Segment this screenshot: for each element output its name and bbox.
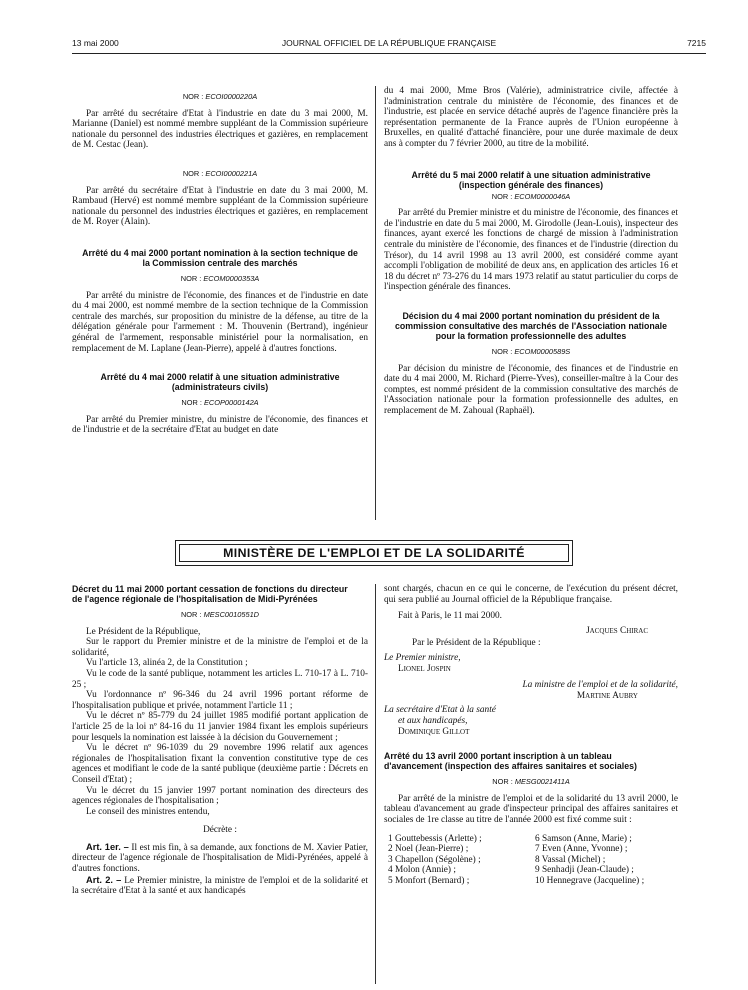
arrete-paragraph: Par arrêté du Premier ministre et du ministre de l'économie, des finances et de l'industrie en date du 5 mai 2000, M. Girodolle (Jean-Louis), inspecteur des finances, ayant exercé les fonctions de chargé de mission à l'administration centrale du ministère de l'économie, des finances et de l'industrie (direction du Trésor), du 14 avril 1998 au 13 avril 2000, est considéré comme ayant accompli l'obligation de mobilité de deux ans, en application des articles 16 et 18 du décret nº 73-276 du 14 mars 1973 relatif au statut particulier du corps de l'inspection générale des finances. — [384, 208, 678, 293]
nor-reference: NOR : MESG0021411A — [492, 777, 570, 787]
list-column — [531, 834, 678, 887]
ministry-banner — [175, 540, 573, 566]
arrete-paragraph: du 4 mai 2000, Mme Bros (Valérie), administratrice civile, affectée à l'administration centrale du ministère de l'économie, des finances et de l'industrie, est placée en service détaché auprès de l'agence financière près la représentation permanente de la France auprès de l'Union européenne à Bruxelles, en qualité d'attaché financière, pour une durée maximale de deux ans à compter du 7 février 2000, au titre de la mobilité. — [384, 86, 678, 149]
nor-reference: NOR : ECOM0000046A — [491, 191, 571, 201]
decret-title: Décret du 11 mai 2000 portant cessation de fonctions du directeur de l'agence régionale de l'hospitalisation de Midi-Pyrénées — [72, 584, 348, 604]
header-rule — [72, 53, 706, 54]
par-le-president: Par le Président de la République : — [412, 638, 541, 649]
decision-paragraph: Par décision du ministre de l'économie, des finances et de l'industrie en date du 4 mai 2000, M. Richard (Pierre-Yves), conseiller-maître à la Cour des comptes, est nommé président de la commission consultative des marchés de l'Association nationale pour la formation professionnelle des adultes, en remplacement de M. Zahoual (Raphaël). — [384, 363, 678, 416]
bottom-right-column — [384, 584, 678, 886]
decret-line: Le Président de la République, — [86, 626, 201, 637]
arrete-title: Arrêté du 5 mai 2000 relatif à une situation administrative (inspection générale des finances) — [411, 169, 651, 190]
nor-reference: NOR : MESC0010551D — [180, 610, 260, 619]
decret-line: Vu l'article 13, alinéa 2, de la Constitution ; — [86, 658, 248, 669]
ministre-name: Martine Aubry — [576, 690, 638, 701]
arrete-title: Arrêté du 4 mai 2000 relatif à une situation administrative (administrateurs civils) — [100, 372, 340, 393]
bottom-left-column — [72, 584, 368, 897]
column-divider — [375, 584, 376, 984]
article-1 — [72, 842, 368, 875]
decret-closing: sont chargés, chacun en ce qui le concerne, de l'exécution du présent décret, qui sera publié au Journal officiel de la République française. — [384, 584, 678, 605]
article-label: Art. 1er. – — [86, 841, 129, 852]
list-item: 1 Gouttebessis (Arlette) ; — [388, 833, 482, 844]
list-column — [384, 834, 531, 887]
nor-reference: NOR : ECOI0000220A — [182, 92, 258, 101]
decret-line: Vu le décret nº 85-779 du 24 juillet 1985 modifié portant application de l'article 25 de la loi nº 84-16 du 11 janvier 1984 fixant les emplois supérieurs pour lesquels la nomination est laissée à la décision du Gouvernement ; — [72, 711, 368, 743]
ministry-title: MINISTÈRE DE L'EMPLOI ET DE LA SOLIDARITÉ — [179, 544, 569, 562]
arrete-paragraph: Par arrêté du ministre de l'économie, des finances et de l'industrie en date du 4 mai 2000, est nommé membre de la section technique de la Commission centrale des marchés, sur proposition du ministre de la défense, au titre de la délégation générale pour l'armement : M. Thouvenin (Bertrand), ingénieur général de l'armement, responsable ministériel pour la normalisation, en remplacement de M. Laplane (Jean-Pierre), appelé à d'autres fonctions. — [72, 290, 368, 354]
decret-body — [72, 627, 368, 818]
decrete-heading: Décrète : — [203, 825, 237, 836]
decret-line: Vu le décret nº 96-1039 du 29 novembre 1996 relatif aux agences régionales de l'hospitalisation fixant la convention constitutive type de ces agences et modifiant le code de la santé publique (deuxième partie : Décrets en Conseil d'Etat) ; — [72, 743, 368, 785]
decret-line: Sur le rapport du Premier ministre et de la ministre de l'emploi et de la solidarité, — [72, 637, 368, 658]
article-2 — [72, 875, 368, 897]
decret-line: Vu l'ordonnance nº 96-346 du 24 avril 1996 portant réforme de l'hospitalisation publique et privée, notamment l'article 11 ; — [72, 690, 368, 711]
secretaire-title: La secrétaire d'Etat à la santé — [384, 705, 496, 716]
page-number: 7215 — [687, 38, 706, 48]
list-item: 7 Even (Anne, Yvonne) ; — [535, 844, 628, 855]
list-item: 9 Senhadji (Jean-Claude) ; — [535, 865, 634, 876]
page-header — [72, 38, 706, 52]
arrete-paragraph: Par arrêté du secrétaire d'Etat à l'industrie en date du 3 mai 2000, M. Marianne (Daniel) est nommé membre suppléant de la Commission supérieure nationale du personnel des industries électriques et gazières, en remplacement de M. Cestac (Jean). — [72, 108, 368, 151]
decision-title: Décision du 4 mai 2000 portant nomination du président de la commission consultative des marchés de l'Association nationale pour la formation professionnelle des adultes — [395, 310, 667, 341]
signature-place-date: Fait à Paris, le 11 mai 2000. — [398, 611, 502, 622]
list-item: 2 Noel (Jean-Pierre) ; — [388, 844, 469, 855]
ministre-title: La ministre de l'emploi et de la solidarité, — [522, 680, 678, 691]
arrete-title: Arrêté du 4 mai 2000 portant nomination à la section technique de la Commission centrale des marchés — [82, 247, 358, 268]
decret-line: Vu le décret du 15 janvier 1997 portant nomination des directeurs des agences régionales de l'hospitalisation ; — [72, 785, 368, 807]
nor-reference: NOR : ECOM0000589S — [491, 346, 571, 356]
list-item: 5 Monfort (Bernard) ; — [388, 875, 470, 886]
header-date: 13 mai 2000 — [72, 38, 119, 48]
list-item: 8 Vassal (Michel) ; — [535, 854, 606, 865]
top-right-column — [384, 86, 678, 416]
top-left-column — [72, 86, 368, 436]
arrete-paragraph: Par arrêté de la ministre de l'emploi et de la solidarité du 13 avril 2000, le tableau d'avancement au grade d'inspecteur principal des affaires sanitaires et sociales de 1re classe au titre de l'année 2000 est fixé comme suit : — [384, 793, 678, 825]
pm-name: Lionel Jospin — [398, 663, 451, 674]
journal-title: JOURNAL OFFICIEL DE LA RÉPUBLIQUE FRANÇAISE — [281, 38, 497, 48]
article-text: Il est mis fin, à sa demande, aux fonctions de M. Xavier Patier, directeur de l'agence régionale de l'hospitalisation de Midi-Pyrénées, appelé à d'autres fonctions. — [72, 842, 368, 875]
signer-name: Jacques Chirac — [586, 625, 648, 636]
list-item: 6 Samson (Anne, Marie) ; — [535, 833, 632, 844]
nor-reference: NOR : ECOI0000221A — [182, 168, 258, 178]
nor-reference: NOR : ECOM0000353A — [180, 273, 260, 283]
arrete-paragraph: Par arrêté du Premier ministre, du ministre de l'économie, des finances et de l'industrie et de la secrétaire d'Etat au budget en date — [72, 414, 368, 436]
list-item: 10 Hennegrave (Jacqueline) ; — [535, 875, 645, 886]
arrete-title: Arrêté du 13 avril 2000 portant inscription à un tableau d'avancement (inspection des affaires sanitaires et sociales) — [384, 751, 637, 772]
decret-line: Le conseil des ministres entendu, — [86, 806, 210, 817]
secretaire-name: Dominique Gillot — [398, 726, 470, 737]
nor-reference: NOR : ECOP0000142A — [181, 398, 259, 408]
decret-line: Vu le code de la santé publique, notamment les articles L. 710-17 à L. 710-25 ; — [72, 668, 368, 690]
arrete-paragraph: Par arrêté du secrétaire d'Etat à l'industrie en date du 3 mai 2000, M. Rambaud (Hervé) est nommé membre suppléant de la Commission supérieure nationale du personnel des industries électriques et gazières, en remplacement de M. Royer (Alain). — [72, 185, 368, 228]
list-item: 4 Molon (Annie) ; — [388, 865, 456, 876]
pm-title: Le Premier ministre, — [384, 652, 461, 663]
article-label: Art. 2. – — [86, 874, 122, 885]
list-item: 3 Chapellon (Ségolène) ; — [388, 854, 481, 865]
column-divider — [375, 86, 376, 520]
article-text: Le Premier ministre, la ministre de l'emploi et de la solidarité et la secrétaire d'Etat à la santé et aux handicapés — [72, 875, 368, 897]
avancement-list — [384, 834, 678, 887]
secretaire-title: et aux handicapés, — [398, 715, 468, 726]
